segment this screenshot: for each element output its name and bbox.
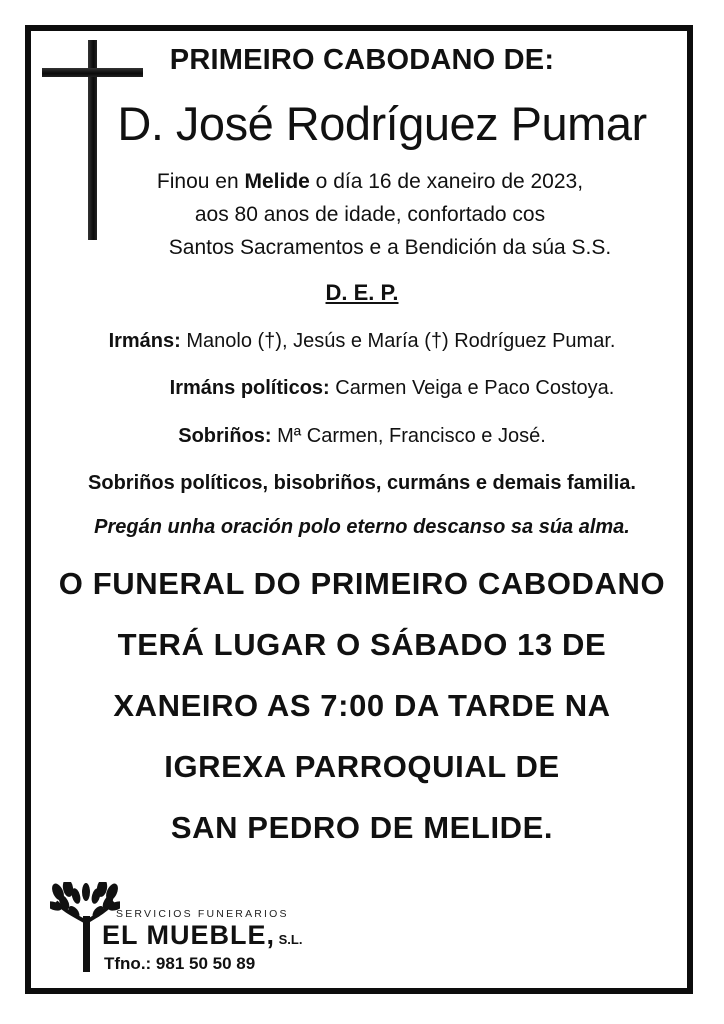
funeral-home-tagline: SERVICIOS FUNERARIOS [116, 908, 289, 920]
bio-line-1-post: o día 16 de xaneiro de 2023, [309, 170, 584, 193]
family-siblings-in-law [30, 377, 724, 400]
funeral-line-2: TERÁ LUGAR O SÁBADO 13 DE [117, 627, 607, 662]
nephews-label: Sobriños: [178, 425, 272, 447]
prayer-request: Pregán unha oración polo eterno descanso sa súa alma. [94, 516, 630, 538]
funeral-line-3: XANEIRO AS 7:00 DA TARDE NA [113, 688, 611, 723]
funeral-line-1: O FUNERAL DO PRIMEIRO CABODANO [58, 566, 666, 601]
dep-text: D. E. P. [325, 280, 399, 305]
bio-line-1 [30, 170, 710, 194]
family-siblings [0, 330, 724, 353]
funeral-home-name [102, 920, 302, 951]
funeral-line-5: SAN PEDRO DE MELIDE. [170, 810, 554, 845]
family-nephews [0, 425, 724, 448]
notice-heading: PRIMEIRO CABODANO DE: [169, 44, 555, 76]
nephews-text: Mª Carmen, Francisco e José. [271, 425, 546, 447]
dep-abbreviation [0, 280, 724, 306]
funeral-line-4: IGREXA PARROQUIAL DE [164, 749, 560, 784]
funeral-home-phone: Tfno.: 981 50 50 89 [104, 954, 256, 973]
bio-line-2: aos 80 anos de idade, confortado cos [194, 203, 546, 226]
siblings-label: Irmáns: [108, 330, 181, 352]
funeral-home-suffix: S.L. [275, 932, 303, 947]
death-place: Melide [244, 170, 310, 193]
funeral-home-logo [50, 882, 330, 977]
funeral-home-name-text: EL MUEBLE, [102, 920, 276, 950]
siblings-in-law-label: Irmáns políticos: [169, 377, 330, 399]
bio-line-1-pre: Finou en [156, 170, 245, 193]
siblings-text: Manolo (†), Jesús e María (†) Rodríguez Pumar. [180, 330, 616, 352]
family-others: Sobriños políticos, bisobriños, curmáns e demais familia. [88, 472, 636, 494]
siblings-in-law-text: Carmen Veiga e Paco Costoya. [329, 377, 615, 399]
bio-line-3: Santos Sacramentos e a Bendición da súa S.S. [168, 236, 612, 259]
deceased-name: D. José Rodríguez Pumar [117, 97, 647, 150]
